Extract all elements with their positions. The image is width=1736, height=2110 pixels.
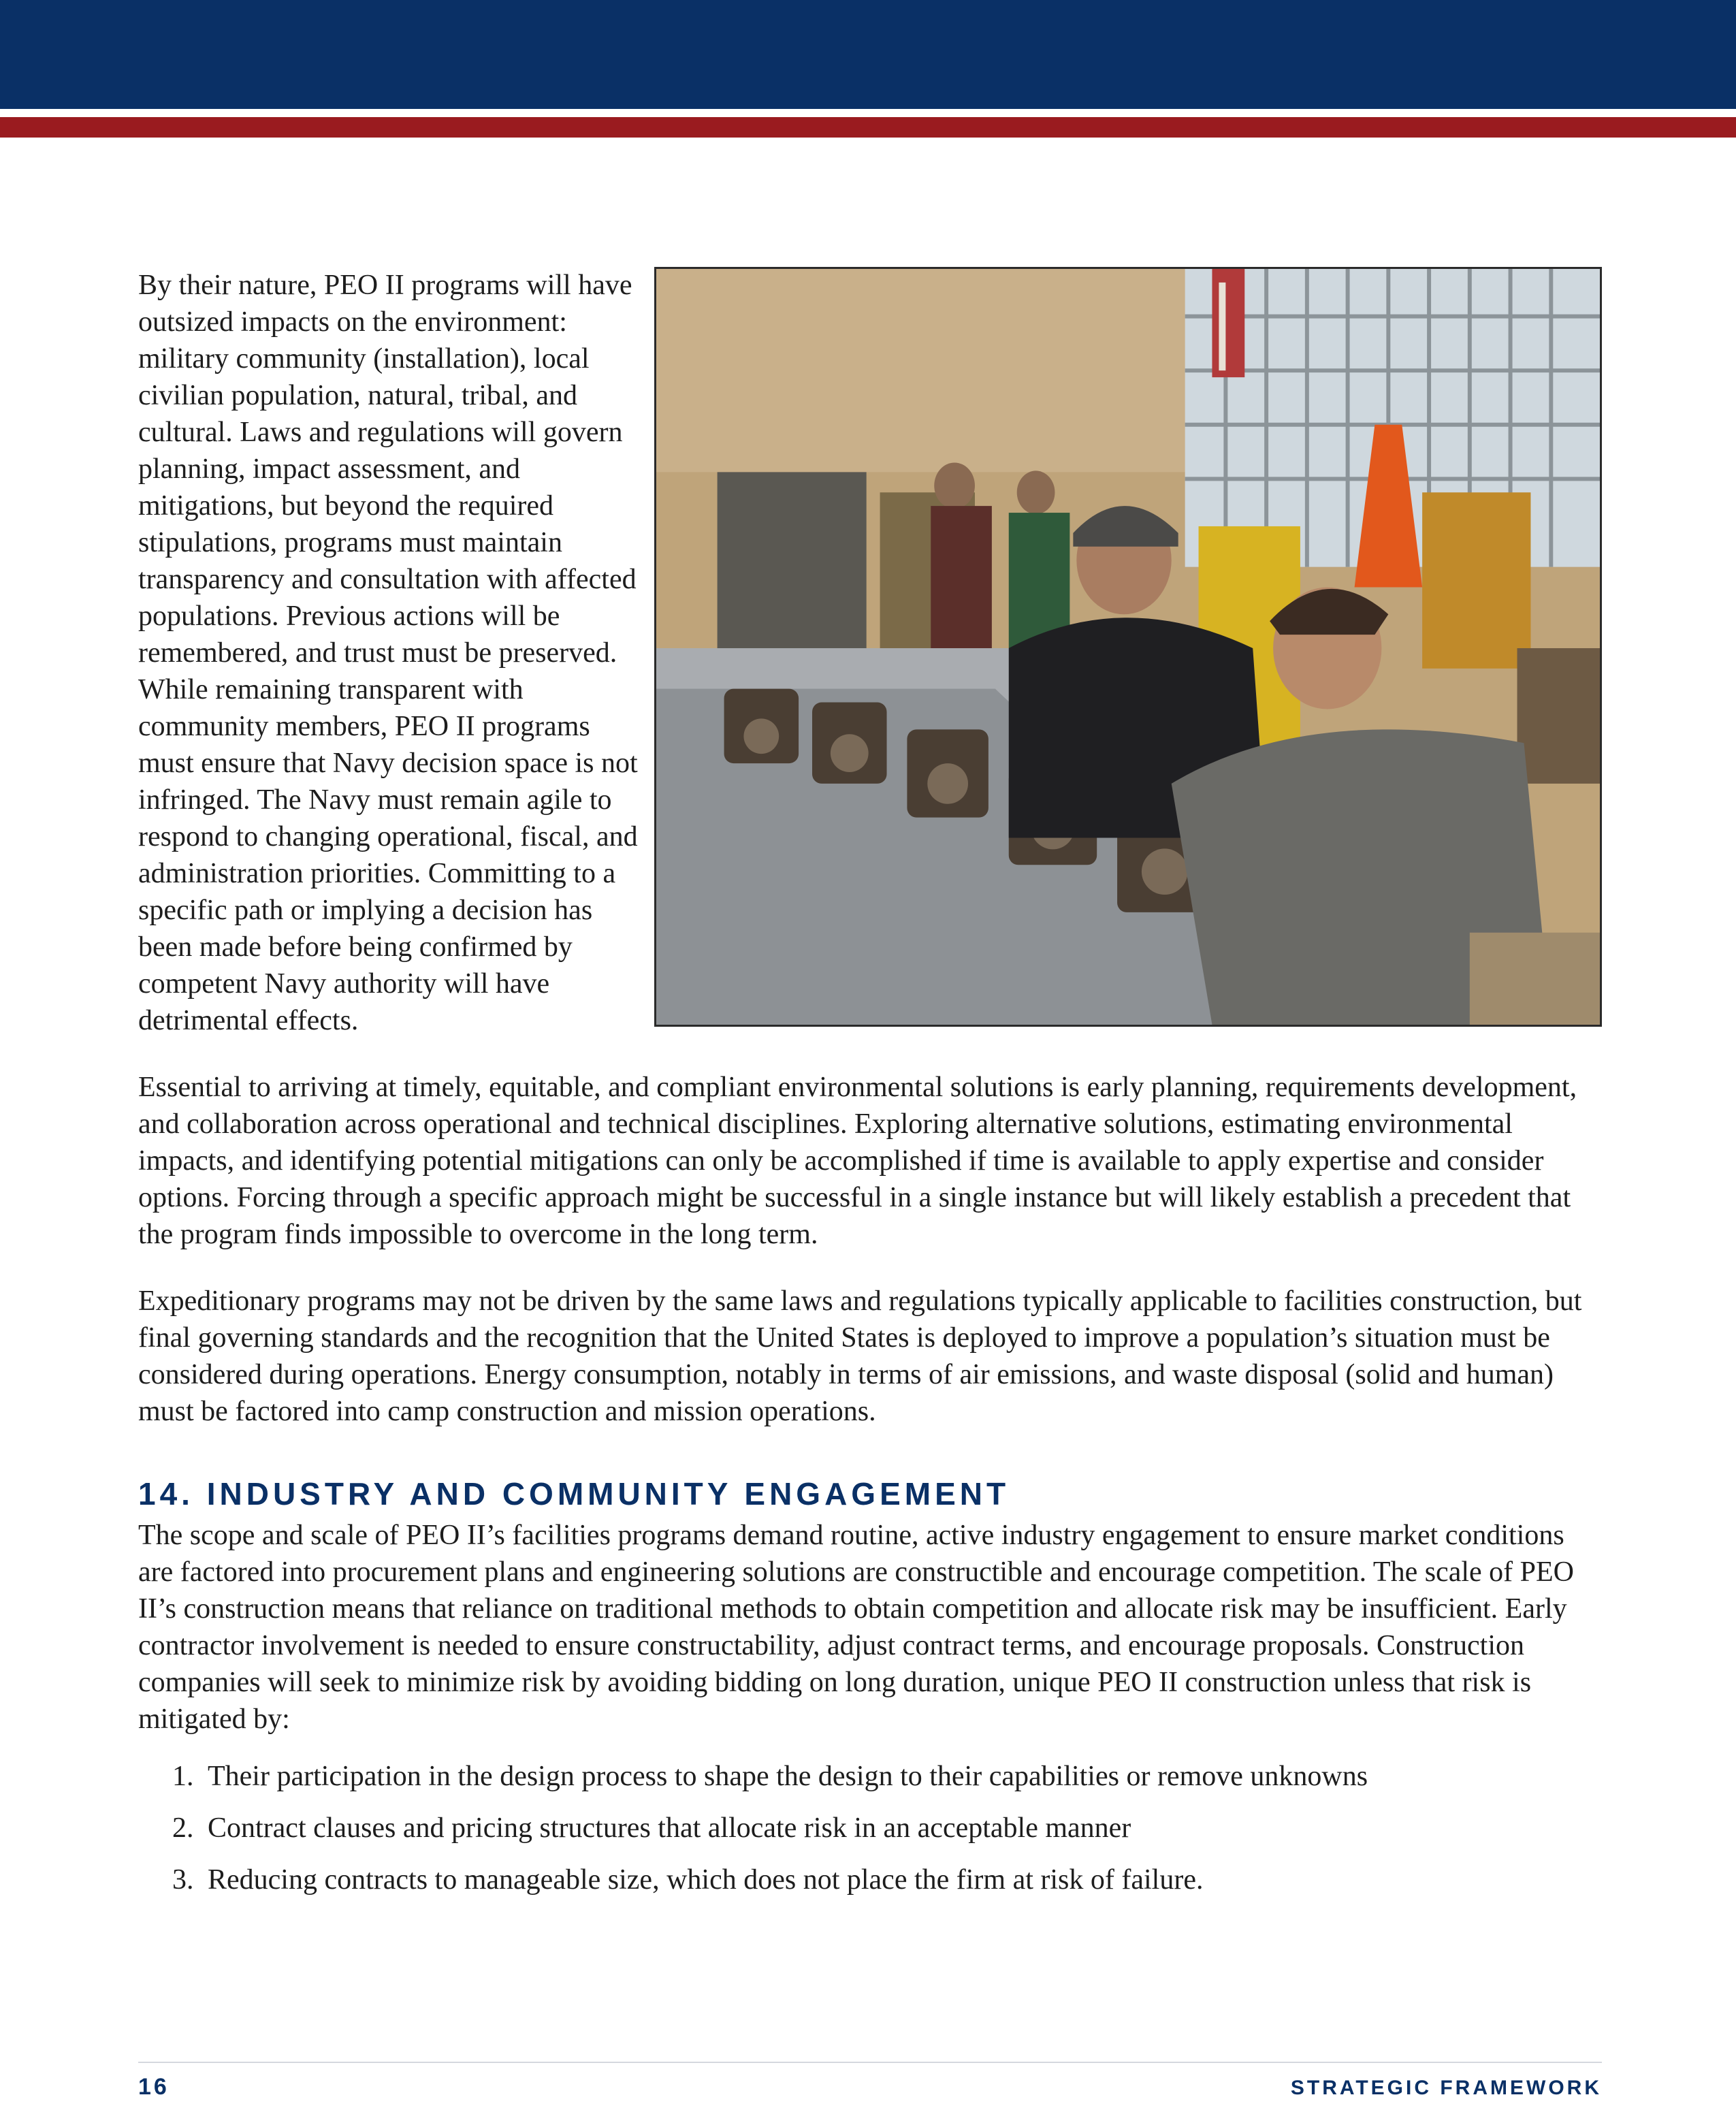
header-red-stripe (0, 117, 1736, 138)
body-paragraph-planning: Essential to arriving at timely, equitable, and compliant environmental solutions is early planning, requirements development, and collaboration across operational and technical disciplines. Exploring alternative solutions, estimating environmental impacts, and identifying potential mitigations can only be accomplished if time is available to apply expertise and consider options. Forcing through a specific approach might be successful in a single instance but will likely establish a precedent that the program finds impossible to overcome in the long term. (138, 1072, 1577, 1250)
list-item-number: 1. (172, 1761, 194, 1792)
section-heading: 14. INDUSTRY AND COMMUNITY ENGAGEMENT (138, 1476, 1010, 1512)
body-paragraph-expeditionary: Expeditionary programs may not be driven by the same laws and regulations typically applicable to facilities construction, but final governing standards and the recognition that the United States is deployed to improve a population’s situation must be considered during operations. Energy consumption, notably in terms of air emissions, and waste disposal (solid and human) must be factored into camp construction and mission operations. (138, 1285, 1582, 1427)
section-body-paragraph: The scope and scale of PEO II’s facilities programs demand routine, active industry engagement to ensure market conditions are factored into procurement plans and engineering solutions are constructible and encourage competition. The scale of PEO II’s construction means that reliance on traditional methods to obtain competition and allocate risk may be insufficient. Early contractor involvement is needed to ensure constructability, adjust contract terms, and encourage proposals. Construction companies will seek to minimize risk by avoiding bidding on long duration, unique PEO II construction unless that risk is mitigated by: (138, 1520, 1574, 1735)
list-item-number: 2. (172, 1812, 194, 1844)
main-content (138, 267, 1602, 1913)
footer-divider (138, 2062, 1602, 2063)
intro-paragraph: By their nature, PEO II programs will have outsized impacts on the environment: military community (installation), local civilian population, natural, tribal, and cultural. Laws and regulations will govern planning, impact assessment, and mitigations, but beyond the required stipulations, programs must maintain transparency and consultation with affected populations. Previous actions will be remembered, and trust must be preserved. While remaining transparent with community members, PEO II programs must ensure that Navy decision space is not infringed. The Navy must remain agile to respond to changing operational, fiscal, and administration priorities. Committing to a specific path or implying a decision has been made before being confirmed by competent Navy authority will have detrimental effects. (138, 270, 638, 1036)
list-item-text: Reducing contracts to manageable size, which does not place the firm at risk of failure. (208, 1864, 1204, 1896)
list-item-text: Their participation in the design process to shape the design to their capabilities or remove unknowns (208, 1761, 1368, 1792)
engine-repair-photo (654, 267, 1602, 1027)
list-item (172, 1810, 1602, 1847)
running-title: STRATEGIC FRAMEWORK (1290, 2077, 1602, 2099)
risk-mitigation-list (138, 1758, 1602, 1898)
page-number: 16 (138, 2074, 170, 2100)
list-item (172, 1861, 1602, 1898)
header-navy-band (0, 0, 1736, 109)
list-item-number: 3. (172, 1864, 194, 1896)
list-item (172, 1758, 1602, 1795)
header-white-stripe (0, 109, 1736, 117)
list-item-text: Contract clauses and pricing structures that allocate risk in an acceptable manner (208, 1812, 1131, 1844)
